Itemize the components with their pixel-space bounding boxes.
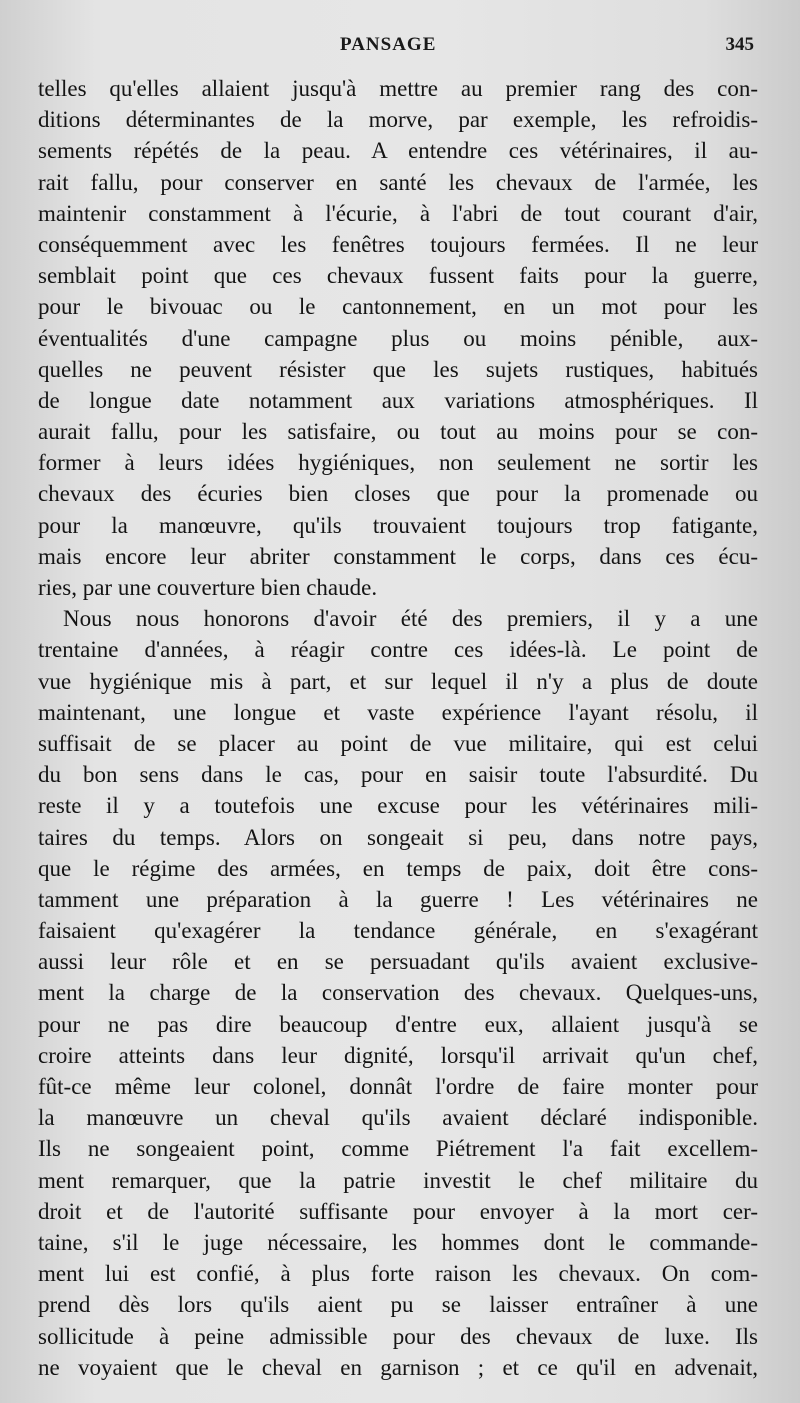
text-line: que le régime des armées, en temps de paix, doit être cons- [38,855,758,881]
text-line: tamment une préparation à la guerre ! Les vétérinaires ne [38,886,758,912]
text-line: du bon sens dans le cas, pour en saisir toute l'absurdité. Du [38,762,758,788]
text-line: conséquemment avec les fenêtres toujours fermées. Il ne leur [38,231,758,257]
text-line: aurait fallu, pour les satisfaire, ou tout au moins pour se con- [38,419,758,445]
text-line: Ils ne songeaient point, comme Piétrement l'a fait excellem- [38,1136,758,1162]
paragraph-start-line: Nous nous honorons d'avoir été des premiers, il y a une [63,606,758,632]
text-line: mais encore leur abriter constamment le corps, dans ces écu- [38,543,758,569]
text-line: ment lui est confié, à plus forte raison les chevaux. On com- [38,1261,758,1287]
text-line: ment remarquer, que la patrie investit le chef militaire du [38,1167,758,1193]
text-line: prend dès lors qu'ils aient pu se laisser entraîner à une [38,1292,758,1318]
text-line: maintenir constamment à l'écurie, à l'abri de tout courant d'air, [38,200,758,226]
text-line: vue hygiénique mis à part, et sur lequel il n'y a plus de doute [38,668,758,694]
page-number: 345 [725,34,754,55]
text-line: pour ne pas dire beaucoup d'entre eux, allaient jusqu'à se [38,1011,758,1037]
text-line: sements répétés de la peau. A entendre ces vétérinaires, il au- [38,138,758,164]
text-line: sollicitude à peine admissible pour des chevaux de luxe. Ils [38,1323,758,1349]
text-line: droit et de l'autorité suffisante pour envoyer à la mort cer- [38,1198,758,1224]
text-line: rait fallu, pour conserver en santé les chevaux de l'armée, les [38,169,758,195]
text-line: ment la charge de la conservation des chevaux. Quelques-uns, [38,980,758,1006]
paragraph-end-line: ries, par une couverture bien chaude. [38,575,378,600]
text-line: aussi leur rôle et en se persuadant qu'ils avaient exclusive- [38,949,758,975]
text-line: maintenant, une longue et vaste expérience l'ayant résolu, il [38,699,758,725]
running-head [0,34,800,58]
text-line: reste il y a toutefois une excuse pour les vétérinaires mili- [38,793,758,819]
text-line: ditions déterminantes de la morve, par exemple, les refroidis- [38,107,758,133]
text-line: telles qu'elles allaient jusqu'à mettre au premier rang des con- [38,76,758,101]
text-line: pour le bivouac ou le cantonnement, en un mot pour les [38,294,758,320]
text-line: trentaine d'années, à réagir contre ces idées-là. Le point de [38,637,758,663]
text-line: fût-ce même leur colonel, donnât l'ordre de faire monter pour [38,1074,758,1099]
text-line: quelles ne peuvent résister que les sujets rustiques, habitués [38,356,758,382]
text-line: suffisait de se placer au point de vue militaire, qui est celui [38,730,758,756]
text-line: éventualités d'une campagne plus ou moins pénible, aux- [38,325,758,351]
text-line: ne voyaient que le cheval en garnison ; et ce qu'il en advenait, [38,1354,758,1380]
text-line: semblait point que ces chevaux fussent faits pour la guerre, [38,263,758,289]
body-text [38,73,758,1383]
text-line: chevaux des écuries bien closes que pour la promenade ou [38,481,758,507]
text-line: la manœuvre un cheval qu'ils avaient déclaré indisponible. [38,1105,758,1131]
text-line: taine, s'il le juge nécessaire, les hommes dont le commande- [38,1229,758,1255]
running-title: PANSAGE [340,34,437,55]
text-line: croire atteints dans leur dignité, lorsqu'il arrivait qu'un chef, [38,1042,758,1068]
text-line: former à leurs idées hygiéniques, non seulement ne sortir les [38,450,758,476]
text-line: taires du temps. Alors on songeait si peu, dans notre pays, [38,824,758,850]
text-line: de longue date notamment aux variations atmosphériques. Il [38,387,758,413]
text-line: pour la manœuvre, qu'ils trouvaient toujours trop fatigante, [38,512,758,538]
text-line: faisaient qu'exagérer la tendance générale, en s'exagérant [38,918,758,944]
